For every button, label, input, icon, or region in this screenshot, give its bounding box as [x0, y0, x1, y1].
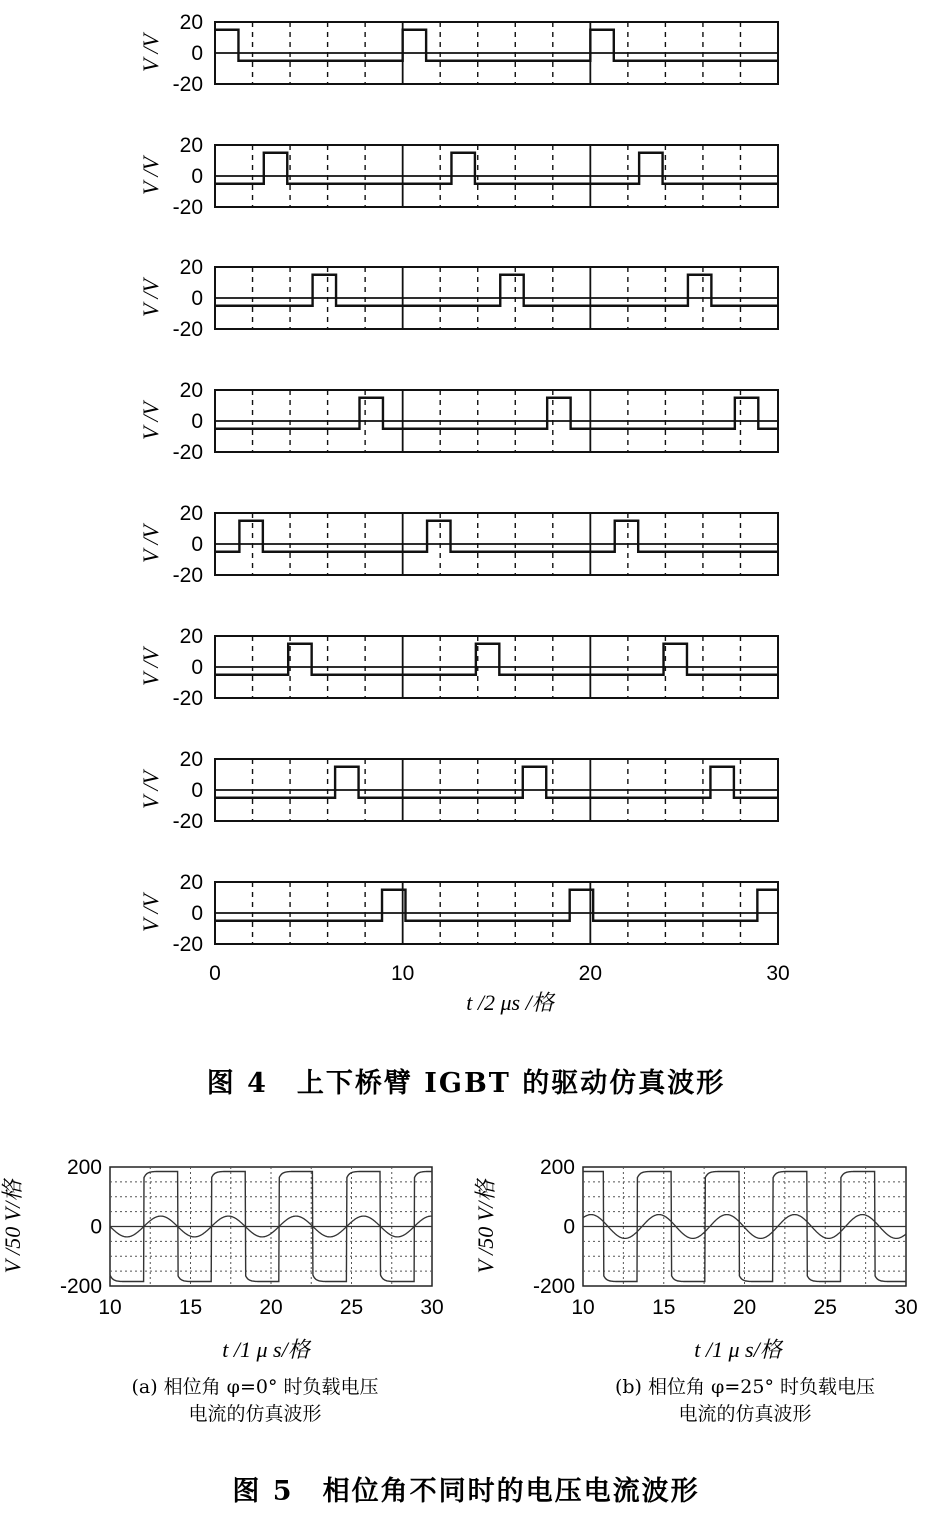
- fig4-panel-3: [215, 267, 778, 329]
- fig5-caption: 图 5 相位角不同时的电压电流波形: [232, 1476, 700, 1507]
- fig4-ylabel: V /V: [138, 33, 163, 73]
- fig5b-subcaption-line1: (b) 相位角 φ=25° 时负载电压: [614, 1376, 876, 1398]
- fig4-ytick-label: 0: [191, 656, 203, 679]
- fig4-ytick-label: 0: [191, 287, 203, 310]
- fig5a-ytick-label: 200: [66, 1156, 102, 1179]
- gate-pulse-series: [215, 275, 778, 306]
- fig5b-xlabel: t /1 μ s/格: [694, 1337, 782, 1362]
- fig5b-xtick-label: 25: [813, 1296, 837, 1319]
- fig5a-plot: [110, 1167, 432, 1286]
- fig4-ytick-label: -20: [172, 933, 203, 956]
- fig5b-xtick-label: 10: [571, 1296, 595, 1319]
- fig4-ytick-label: 0: [191, 902, 203, 925]
- fig5b-ytick-label: -200: [532, 1275, 575, 1298]
- fig4-xtick-label: 10: [390, 962, 415, 985]
- fig5b-ytick-label: 200: [539, 1156, 575, 1179]
- fig4-panel-5: [215, 513, 778, 575]
- fig4-ytick-label: -20: [172, 810, 203, 833]
- fig5a-xtick-label: 25: [339, 1296, 364, 1319]
- fig4-ylabel: V /V: [138, 156, 163, 196]
- fig4-panel-1: [215, 22, 778, 84]
- fig4-ytick-label: 20: [179, 748, 203, 771]
- fig4-ylabel: V /V: [138, 893, 163, 933]
- fig4-ytick-label: -20: [172, 73, 203, 96]
- fig4-ytick-label: 0: [191, 779, 203, 802]
- gate-pulse-series: [215, 153, 778, 184]
- fig4-panel-8: [215, 882, 778, 944]
- fig4-ylabel: V /V: [138, 401, 163, 441]
- fig5b-ytick-label: 0: [563, 1215, 575, 1239]
- fig4-ytick-label: 0: [191, 165, 203, 188]
- fig4-ytick-label: 0: [191, 533, 203, 556]
- fig4-xtick-label: 0: [209, 962, 221, 985]
- fig4-caption: 图 4 上下桥臂 IGBT 的驱动仿真波形: [206, 1068, 726, 1099]
- fig5a-xtick-label: 30: [420, 1296, 444, 1319]
- fig4-ytick-label: 20: [179, 502, 203, 525]
- fig5b-xtick-label: 15: [652, 1296, 676, 1319]
- fig4-ytick-label: 0: [191, 410, 203, 433]
- fig4-ytick-label: 20: [179, 134, 203, 157]
- fig4-ytick-label: 20: [179, 256, 203, 279]
- fig5b-ylabel: V /50 V/格: [473, 1179, 498, 1274]
- fig4-panel-6: [215, 636, 778, 698]
- fig4-ytick-label: 20: [179, 871, 203, 894]
- fig5a-xlabel: t /1 μ s/格: [222, 1337, 310, 1362]
- fig4-panel-4: [215, 390, 778, 452]
- gate-pulse-series: [215, 30, 778, 61]
- fig4-ylabel: V /V: [138, 647, 163, 687]
- gate-pulse-series: [215, 521, 778, 552]
- fig5a-ytick-label: -200: [59, 1275, 102, 1298]
- fig5a-xtick-label: 10: [98, 1296, 122, 1319]
- fig4-ytick-label: 20: [179, 379, 203, 402]
- gate-pulse-series: [215, 644, 778, 675]
- fig4-ytick-label: 20: [179, 11, 203, 34]
- fig4-ytick-label: -20: [172, 196, 203, 219]
- fig5b-plot: [583, 1167, 906, 1286]
- fig4-panel-7: [215, 759, 778, 821]
- fig5a-ylabel: V /50 V/格: [0, 1179, 25, 1274]
- fig4-ytick-label: -20: [172, 564, 203, 587]
- fig4-panel-2: [215, 145, 778, 207]
- fig5a-subcaption-line1: (a) 相位角 φ=0° 时负载电压: [131, 1376, 379, 1398]
- fig4-ylabel: V /V: [138, 524, 163, 564]
- fig4-ytick-label: 20: [179, 625, 203, 648]
- fig5a-subcaption-line2: 电流的仿真波形: [188, 1403, 322, 1425]
- fig5b-xtick-label: 20: [732, 1296, 757, 1319]
- fig4-ylabel: V /V: [138, 770, 163, 810]
- gate-pulse-series: [215, 890, 778, 921]
- fig4-xtick-label: 30: [766, 962, 790, 985]
- fig4-ytick-label: -20: [172, 318, 203, 341]
- fig5a-ytick-label: 0: [90, 1215, 102, 1239]
- gate-pulse-series: [215, 398, 778, 429]
- fig4-xlabel: t /2 μs /格: [466, 990, 554, 1015]
- fig4-ytick-label: 0: [191, 42, 203, 65]
- fig5a-xtick-label: 20: [259, 1296, 283, 1319]
- fig4-ytick-label: -20: [172, 687, 203, 710]
- fig5b-xtick-label: 30: [894, 1296, 918, 1319]
- gate-pulse-series: [215, 767, 778, 798]
- fig5b-subcaption-line2: 电流的仿真波形: [678, 1403, 812, 1425]
- fig5a-xtick-label: 15: [178, 1296, 203, 1319]
- fig4-ytick-label: -20: [172, 441, 203, 464]
- fig4-ylabel: V /V: [138, 278, 163, 318]
- fig4-xtick-label: 20: [578, 962, 603, 985]
